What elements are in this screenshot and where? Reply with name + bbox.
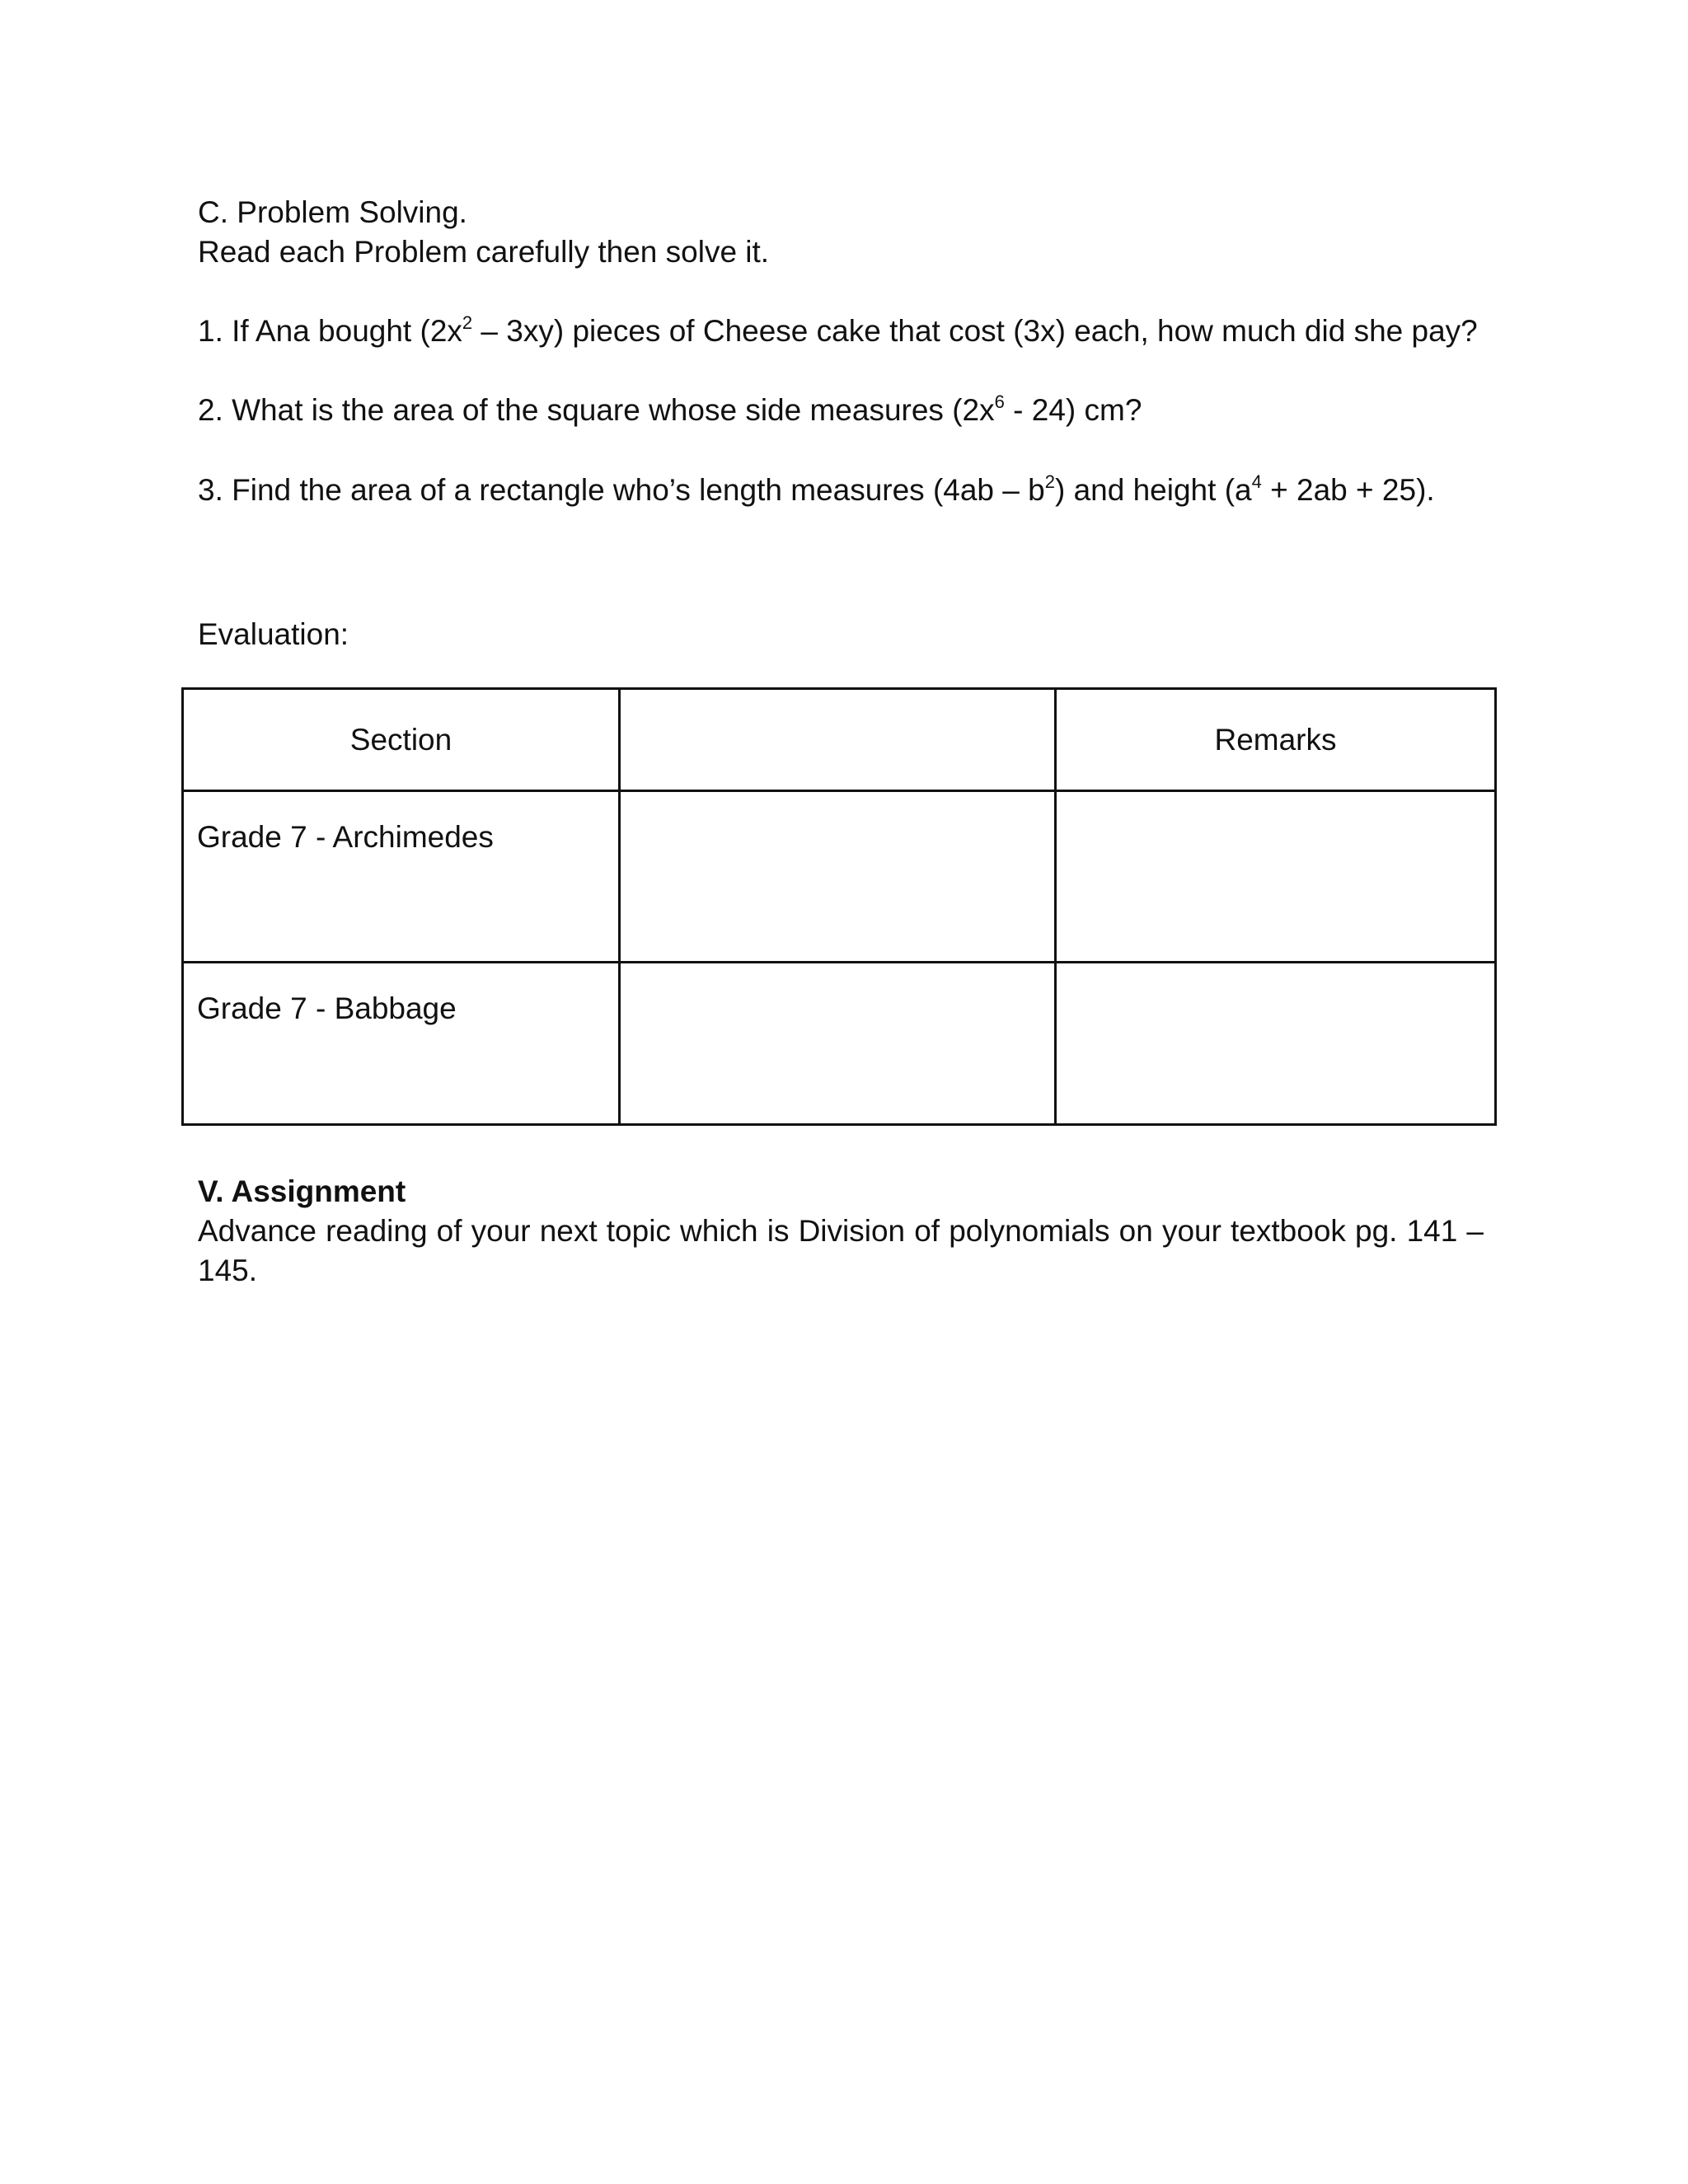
evaluation-label: Evaluation: — [198, 617, 349, 651]
section-heading: C. Problem Solving. — [198, 195, 467, 229]
table-header-row — [183, 689, 1496, 791]
assignment-body: Advance reading of your next topic which is Division of polynomials on your textbook pg. 141 – 145. — [198, 1214, 1484, 1287]
problem-2: 2. What is the area of the square whose side measures $(2x^6 - 24)$ cm? — [198, 391, 1142, 427]
evaluation-table — [181, 687, 1497, 1126]
header-section: Section — [183, 689, 620, 791]
remarks-cell — [1056, 791, 1496, 963]
instruction-text: Read each Problem carefully then solve it. — [198, 235, 770, 269]
remarks-cell — [1056, 963, 1496, 1125]
blank-cell — [620, 791, 1056, 963]
assignment-heading: V. Assignment — [198, 1174, 406, 1208]
table-row — [183, 963, 1496, 1125]
header-remarks: Remarks — [1056, 689, 1496, 791]
section-cell: Grade 7 - Babbage — [183, 963, 620, 1125]
problem-1: 1. If Ana bought $(2x^2 - 3xy)$ pieces of Cheese cake that cost (3x) each, how much did she pay? — [198, 312, 1478, 348]
problem-3: 3. Find the area of a rectangle who’s length measures $(4ab - b^2)$ and height $(a^4 + 2ab + 25)$. — [198, 471, 1435, 507]
section-cell: Grade 7 - Archimedes — [183, 791, 620, 963]
header-blank — [620, 689, 1056, 791]
table-row — [183, 791, 1496, 963]
blank-cell — [620, 963, 1056, 1125]
